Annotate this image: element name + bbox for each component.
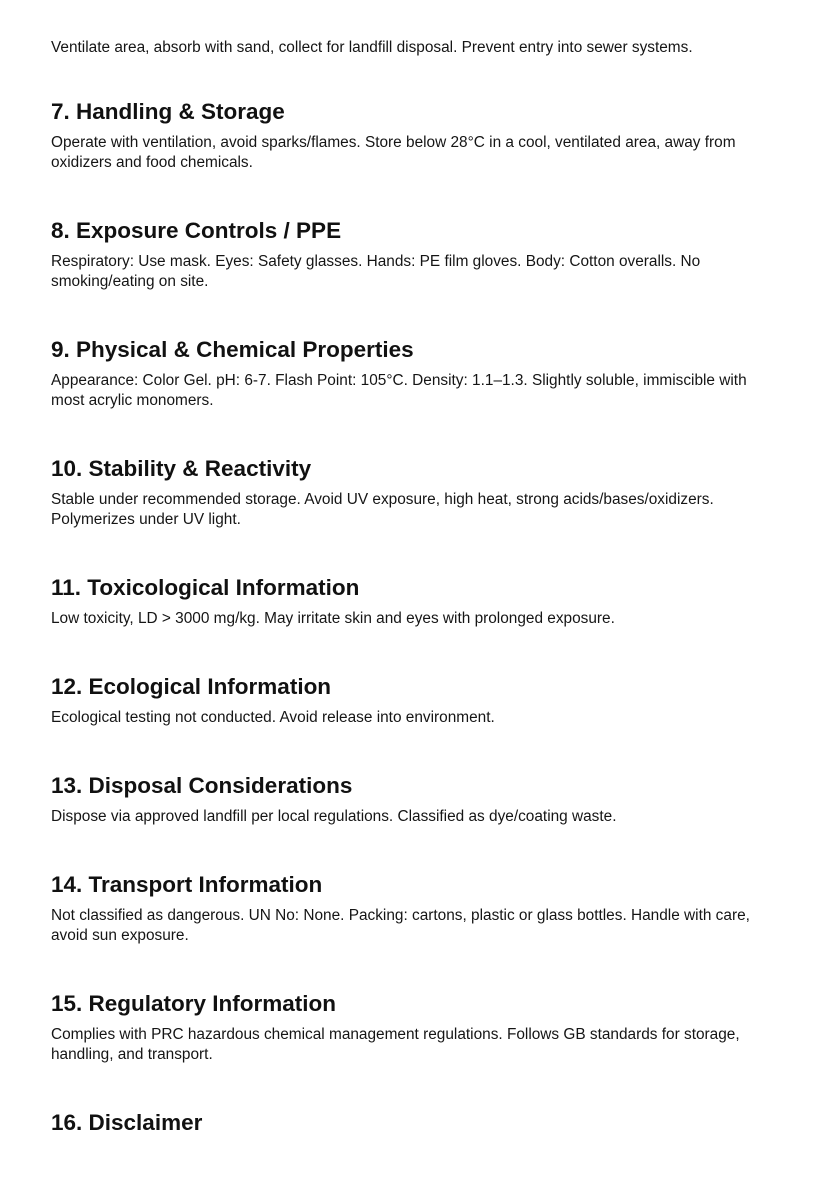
section-text: Not classified as dangerous. UN No: None. Packing: cartons, plastic or glass bottles. Handle with care, avoid sun exposure. bbox=[51, 907, 750, 944]
spill-response-section bbox=[51, 38, 781, 58]
section-heading: 16. Disclaimer bbox=[51, 1110, 203, 1135]
spill-response-text: Ventilate area, absorb with sand, collect for landfill disposal. Prevent entry into sewer systems. bbox=[51, 39, 693, 56]
section-physical-chemical-properties bbox=[51, 337, 781, 411]
section-heading: 8. Exposure Controls / PPE bbox=[51, 218, 342, 243]
section-heading: 13. Disposal Considerations bbox=[51, 773, 353, 798]
section-text: Stable under recommended storage. Avoid UV exposure, high heat, strong acids/bases/oxidizers. Polymerizes under UV light. bbox=[51, 491, 714, 528]
section-heading: 15. Regulatory Information bbox=[51, 991, 337, 1016]
section-heading: 11. Toxicological Information bbox=[51, 575, 360, 600]
section-heading: 14. Transport Information bbox=[51, 872, 323, 897]
section-disposal-considerations bbox=[51, 773, 781, 827]
section-ecological-information bbox=[51, 674, 781, 728]
section-heading: 12. Ecological Information bbox=[51, 674, 332, 699]
section-text: Respiratory: Use mask. Eyes: Safety glasses. Hands: PE film gloves. Body: Cotton overalls. No smoking/eating on site. bbox=[51, 253, 701, 290]
section-text: Ecological testing not conducted. Avoid release into environment. bbox=[51, 709, 495, 726]
section-transport-information bbox=[51, 872, 781, 946]
section-regulatory-information bbox=[51, 991, 781, 1065]
section-toxicological-information bbox=[51, 575, 781, 629]
section-heading: 9. Physical & Chemical Properties bbox=[51, 337, 414, 362]
section-disclaimer bbox=[51, 1110, 781, 1144]
section-heading: 7. Handling & Storage bbox=[51, 99, 285, 124]
section-text: Dispose via approved landfill per local regulations. Classified as dye/coating waste. bbox=[51, 808, 617, 825]
section-text: Complies with PRC hazardous chemical management regulations. Follows GB standards for storage, handling, and transport. bbox=[51, 1026, 740, 1063]
section-heading: 10. Stability & Reactivity bbox=[51, 456, 312, 481]
section-text: Appearance: Color Gel. pH: 6-7. Flash Point: 105°C. Density: 1.1–1.3. Slightly soluble, immiscible with most acrylic monomers. bbox=[51, 372, 747, 409]
section-text: Low toxicity, LD > 3000 mg/kg. May irritate skin and eyes with prolonged exposure. bbox=[51, 610, 615, 627]
section-exposure-controls bbox=[51, 218, 781, 292]
section-handling-storage bbox=[51, 99, 781, 173]
section-text: Operate with ventilation, avoid sparks/flames. Store below 28°C in a cool, ventilated area, away from oxidizers and food chemicals. bbox=[51, 134, 736, 171]
section-stability-reactivity bbox=[51, 456, 781, 530]
